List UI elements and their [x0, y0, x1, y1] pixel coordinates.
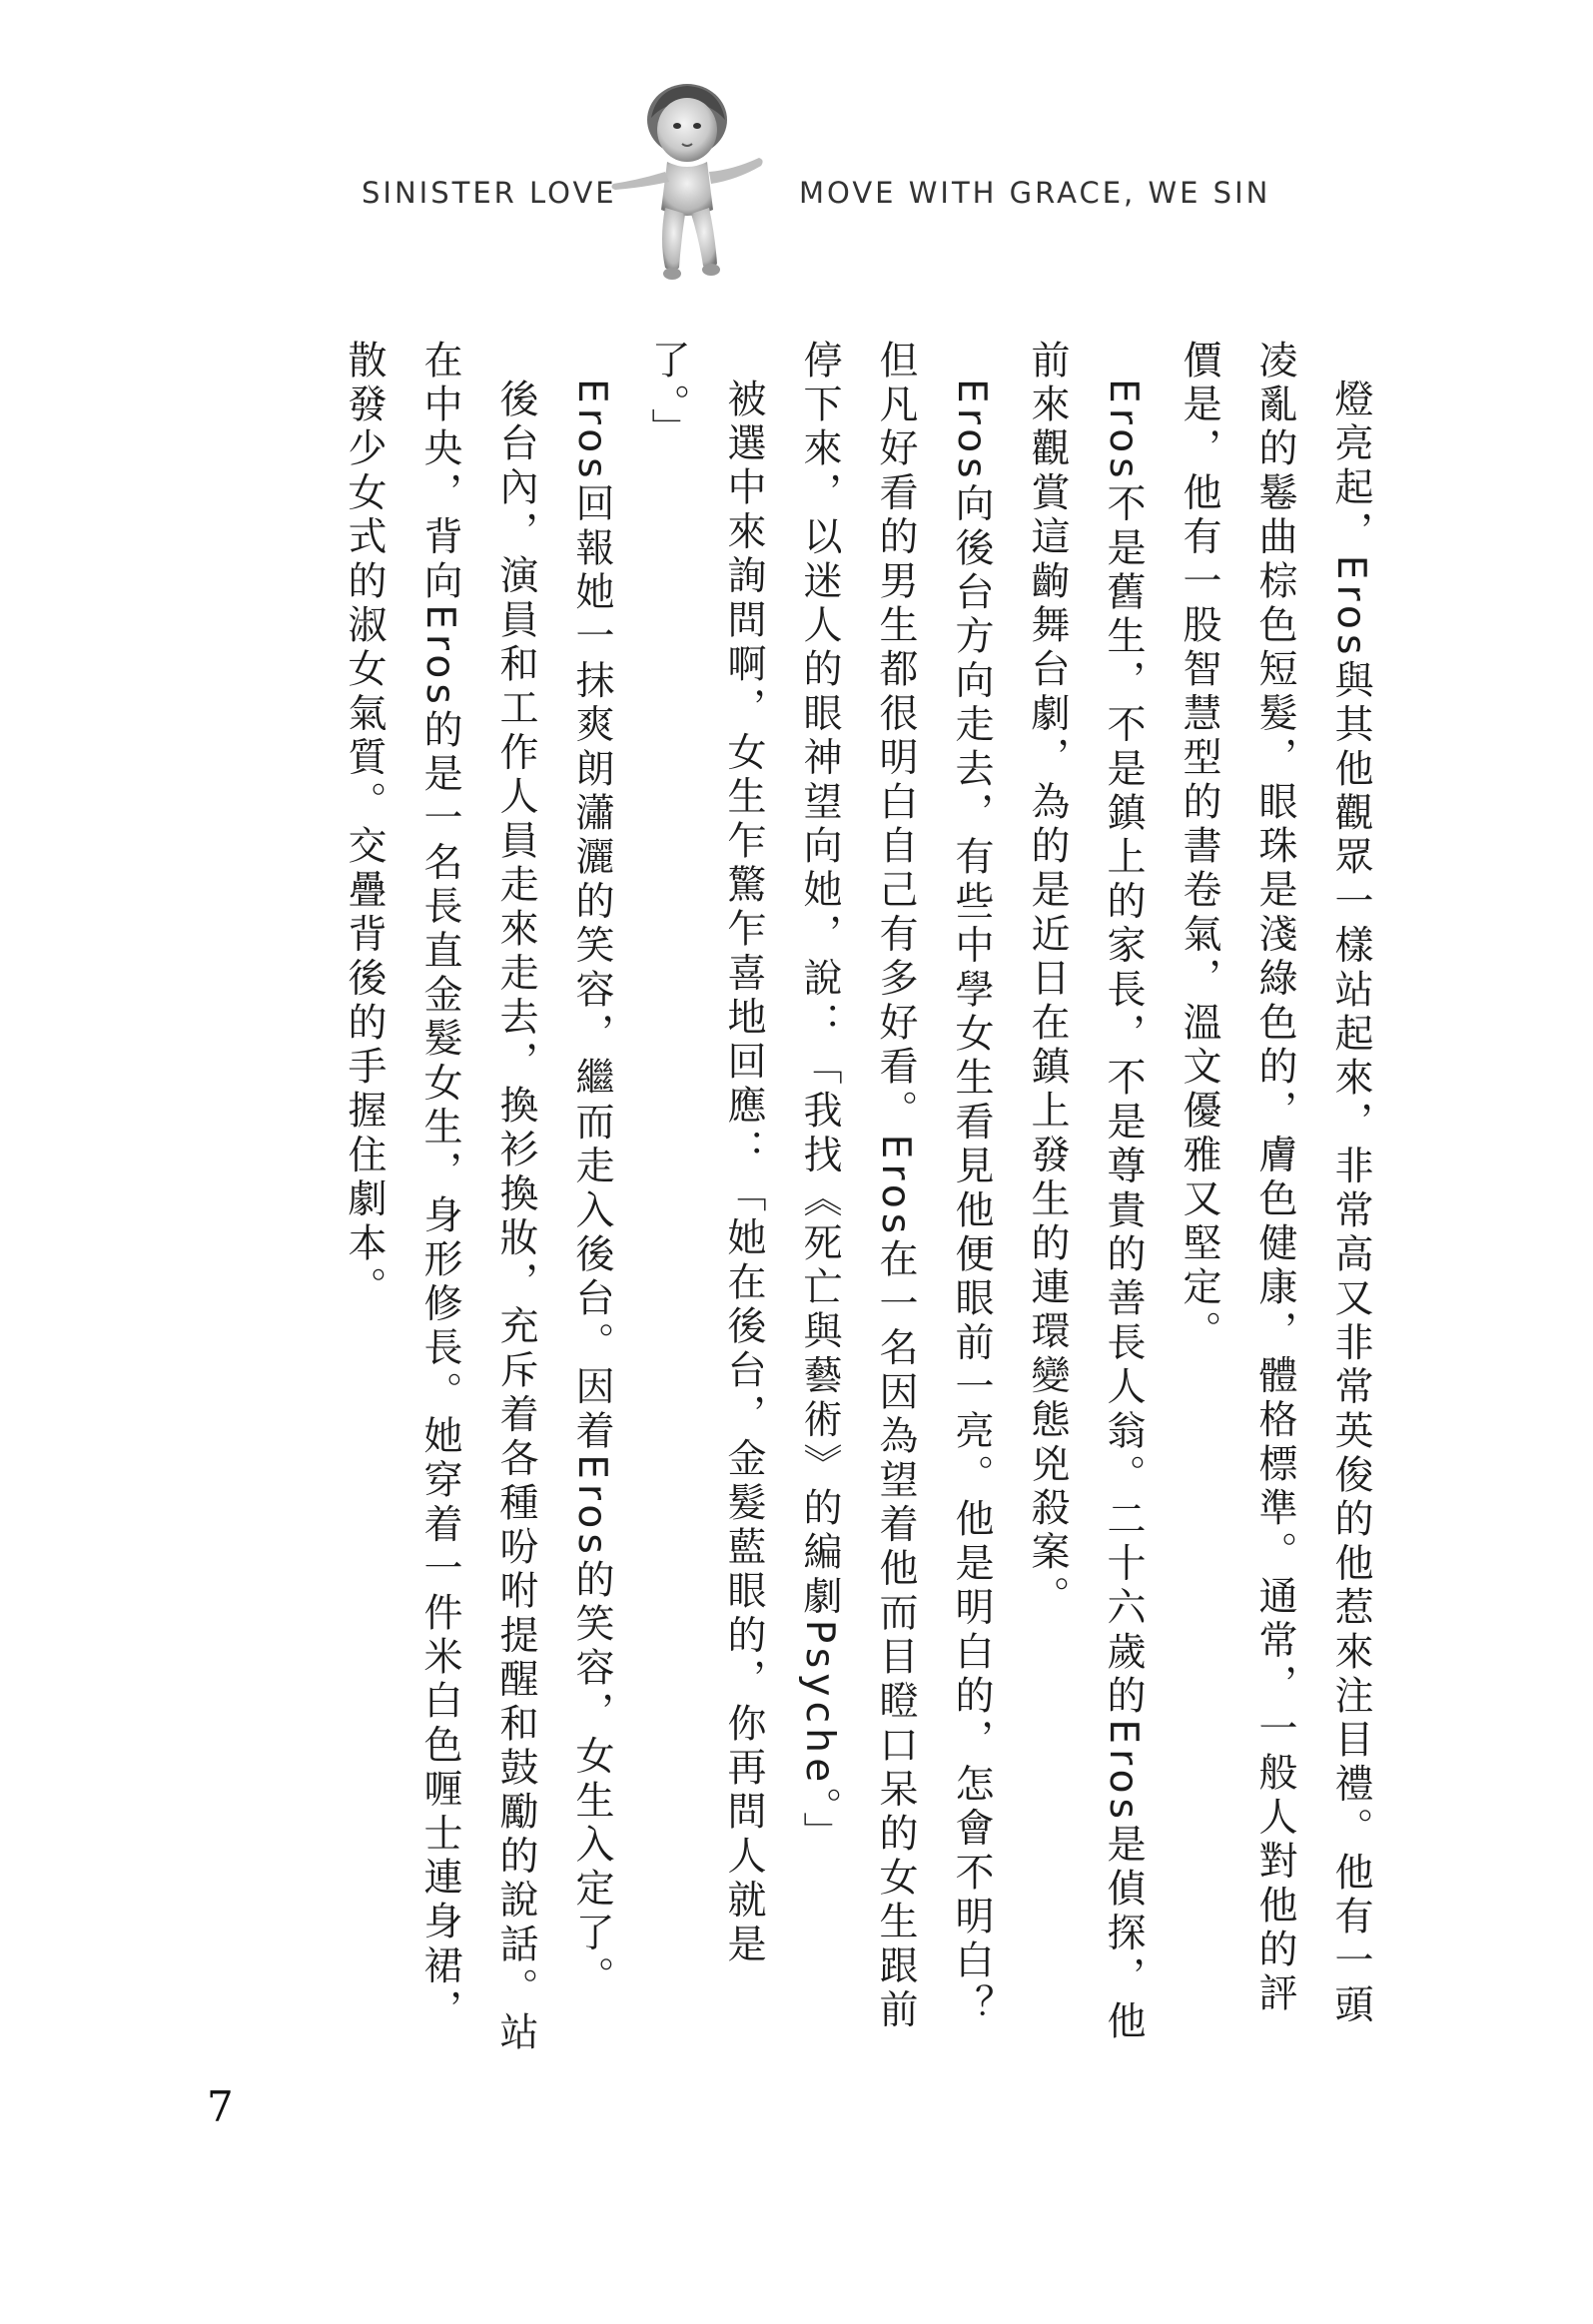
paragraph: Eros回報她一抹爽朗瀟灑的笑容，繼而走入後台。因着Eros的笑容，女生入定了。: [569, 379, 614, 2000]
paragraph: 被選中來詢問啊，女生乍驚乍喜地回應：「她在後台，金髮藍眼的，你再問人就是了。」: [645, 340, 766, 1968]
body-text: [180, 340, 1388, 2057]
paragraph: 燈亮起，Eros與其他觀眾一樣站起來，非常高又非常英俊的他惹來注目禮。他有一頭凌亂的鬈曲棕色短髮，眼珠是淺綠色的，膚色健康，體格標準。通常，一般人對他的評價是，他有一股智慧型的書卷氣，溫文優雅又堅定。: [1177, 340, 1373, 2028]
running-header: [0, 80, 1593, 300]
cherub-doll-icon: [599, 80, 769, 290]
paragraph: 後台內，演員和工作人員走來走去，換衫換妝，充斥着各種吩咐提醒和鼓勵的說話。站在中央，背向Eros的是一名長直金髮女生，身形修長。她穿着一件米白色喱士連身裙，散發少女式的淑女氣質。交疊背後的手握住劇本。: [342, 340, 538, 2056]
paragraph: Eros不是舊生，不是鎮上的家長，不是尊貴的善長人翁。二十六歲的Eros是偵探，他前來觀賞這齣舞台劇，為的是近日在鎮上發生的連環變態兇殺案。: [1025, 340, 1146, 2045]
header-left-title: SINISTER LOVE: [362, 176, 617, 210]
header-right-title: MOVE WITH GRACE, WE SIN: [799, 176, 1271, 210]
page-number: 7: [207, 2082, 234, 2131]
paragraph: Eros向後台方向走去，有些中學女生看見他便眼前一亮。他是明白的，怎會不明白？但凡好看的男生都很明白自己有多好看。Eros在一名因為望着他而目瞪口呆的女生跟前停下來，以迷人的眼神望向她，說：「我找《死亡與藝術》的編劇Psyche。」: [797, 340, 994, 2033]
